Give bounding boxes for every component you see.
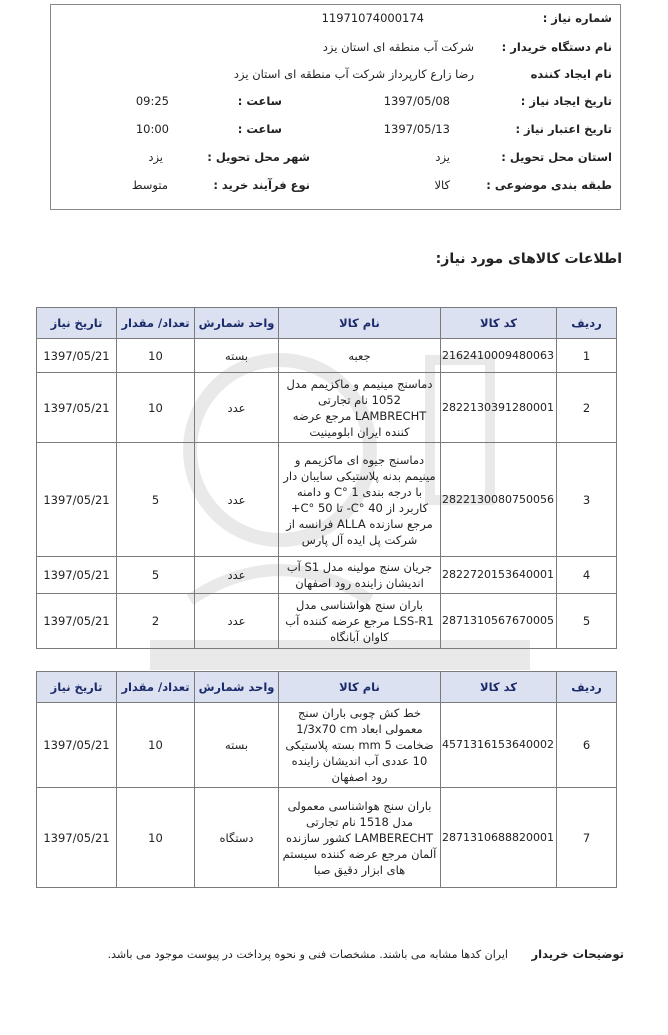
cell-row: 4 xyxy=(557,557,617,594)
delivery-province-row xyxy=(51,150,620,172)
cell-row: 1 xyxy=(557,339,617,373)
buyer-notes-label: توضیحات خریدار xyxy=(531,947,624,961)
table-row xyxy=(37,703,617,788)
cell-code: 2822130080750056 xyxy=(441,443,557,557)
process-value: متوسط xyxy=(131,178,168,192)
cell-name: جعبه xyxy=(279,339,441,373)
cell-date: 1397/05/21 xyxy=(37,443,117,557)
created-time-label: ساعت : xyxy=(237,94,282,108)
need-number-row xyxy=(51,11,620,33)
cell-qty: 10 xyxy=(117,788,195,888)
section-title: اطلاعات کالاهای مورد نیاز: xyxy=(435,251,622,267)
cell-row: 5 xyxy=(557,594,617,649)
col-unit: واحد شمارش xyxy=(195,672,279,703)
cell-date: 1397/05/21 xyxy=(37,788,117,888)
valid-date-label: تاریخ اعتبار نیاز : xyxy=(515,122,612,136)
cell-unit: عدد xyxy=(195,557,279,594)
cell-qty: 2 xyxy=(117,594,195,649)
cell-date: 1397/05/21 xyxy=(37,373,117,443)
items-table-1 xyxy=(36,307,617,649)
col-date: تاریخ نیاز xyxy=(37,308,117,339)
valid-date-value: 1397/05/13 xyxy=(383,122,450,136)
cell-date: 1397/05/21 xyxy=(37,339,117,373)
buyer-org-row xyxy=(51,40,620,62)
cell-unit: بسته xyxy=(195,339,279,373)
cell-qty: 5 xyxy=(117,557,195,594)
cell-unit: عدد xyxy=(195,594,279,649)
col-qty: تعداد/ مقدار xyxy=(117,308,195,339)
buyer-notes-text: ایران کدها مشابه می باشند. مشخصات فنی و نحوه پرداخت در پیوست موجود می باشد. xyxy=(107,948,508,961)
cell-row: 6 xyxy=(557,703,617,788)
created-date-row xyxy=(51,94,620,116)
cell-code: 2822130391280001 xyxy=(441,373,557,443)
table-header-row xyxy=(37,308,617,339)
cell-unit: عدد xyxy=(195,373,279,443)
cell-unit: دستگاه xyxy=(195,788,279,888)
cell-date: 1397/05/21 xyxy=(37,594,117,649)
cell-name: باران سنج هواشناسی مدل LSS-R1 مرجع عرضه کننده آب کاوان آبانگاه xyxy=(279,594,441,649)
table-row xyxy=(37,443,617,557)
cell-unit: عدد xyxy=(195,443,279,557)
delivery-province-value: یزد xyxy=(435,150,450,164)
cell-name: باران سنج هواشناسی معمولی مدل 1518 نام تجارتی LAMBERECHT کشور سازنده آلمان مرجع عرضه کننده سیستم های ابزار دقیق صبا xyxy=(279,788,441,888)
table-row xyxy=(37,594,617,649)
created-date-label: تاریخ ایجاد نیاز : xyxy=(520,94,612,108)
valid-time-label: ساعت : xyxy=(237,122,282,136)
cell-qty: 10 xyxy=(117,703,195,788)
delivery-city-value: یزد xyxy=(148,150,163,164)
table-row xyxy=(37,373,617,443)
table-row xyxy=(37,557,617,594)
creator-value: رضا زارع کارپرداز شرکت آب منطقه ای استان یزد xyxy=(233,67,474,81)
col-date: تاریخ نیاز xyxy=(37,672,117,703)
cell-code: 4571316153640002 xyxy=(441,703,557,788)
col-unit: واحد شمارش xyxy=(195,308,279,339)
col-code: کد کالا xyxy=(441,308,557,339)
cell-name: دماسنج جیوه ای ماکزیمم و مینیمم بدنه پلاستیکی سایبان دار با درجه بندی C° 1 و دامنه کاربرد از C° 40- تا C° 50+ مرجع سازنده ALLA فرانسه از شرکت پل ایده آل پارس xyxy=(279,443,441,557)
cell-date: 1397/05/21 xyxy=(37,557,117,594)
delivery-city-label: شهر محل تحویل : xyxy=(207,150,310,164)
cell-row: 7 xyxy=(557,788,617,888)
col-name: نام کالا xyxy=(279,308,441,339)
created-time-value: 09:25 xyxy=(135,94,169,108)
col-row: ردیف xyxy=(557,672,617,703)
col-qty: تعداد/ مقدار xyxy=(117,672,195,703)
buyer-org-label: نام دستگاه خریدار : xyxy=(501,40,612,54)
cell-code: 2871310567670005 xyxy=(441,594,557,649)
category-value: کالا xyxy=(434,178,450,192)
need-number-label: شماره نیاز : xyxy=(542,11,612,25)
category-row xyxy=(51,178,620,200)
cell-name: جریان سنج مولینه مدل S1 آب اندیشان زاینده رود اصفهان xyxy=(279,557,441,594)
cell-name: خط کش چوبی باران سنج معمولی ابعاد 1/3x70 cm ضخامت 5 mm بسته پلاستیکی 10 عددی آب اندیشان زاینده رود اصفهان xyxy=(279,703,441,788)
cell-row: 3 xyxy=(557,443,617,557)
process-label: نوع فرآیند خرید : xyxy=(213,178,310,192)
cell-date: 1397/05/21 xyxy=(37,703,117,788)
cell-unit: بسته xyxy=(195,703,279,788)
cell-qty: 5 xyxy=(117,443,195,557)
category-label: طبقه بندی موضوعی : xyxy=(486,178,612,192)
created-date-value: 1397/05/08 xyxy=(383,94,450,108)
valid-time-value: 10:00 xyxy=(135,122,169,136)
cell-code: 2162410009480063 xyxy=(441,339,557,373)
table-header-row xyxy=(37,672,617,703)
cell-code: 2822720153640001 xyxy=(441,557,557,594)
cell-qty: 10 xyxy=(117,339,195,373)
cell-qty: 10 xyxy=(117,373,195,443)
col-row: ردیف xyxy=(557,308,617,339)
table-row xyxy=(37,339,617,373)
col-name: نام کالا xyxy=(279,672,441,703)
tender-info-box xyxy=(50,4,621,210)
items-table-2 xyxy=(36,671,617,888)
need-number-value: 11971074000174 xyxy=(321,11,424,25)
table-row xyxy=(37,788,617,888)
creator-row xyxy=(51,67,620,89)
cell-code: 2871310688820001 xyxy=(441,788,557,888)
buyer-org-value: شرکت آب منطقه ای استان یزد xyxy=(322,40,474,54)
creator-label: نام ایجاد کننده xyxy=(530,67,612,81)
delivery-province-label: استان محل تحویل : xyxy=(501,150,612,164)
cell-row: 2 xyxy=(557,373,617,443)
col-code: کد کالا xyxy=(441,672,557,703)
cell-name: دماسنج مینیمم و ماکزیمم مدل 1052 نام تجارتی LAMBRECHT مرجع عرضه کننده ایران ابلومینیت xyxy=(279,373,441,443)
valid-date-row xyxy=(51,122,620,144)
